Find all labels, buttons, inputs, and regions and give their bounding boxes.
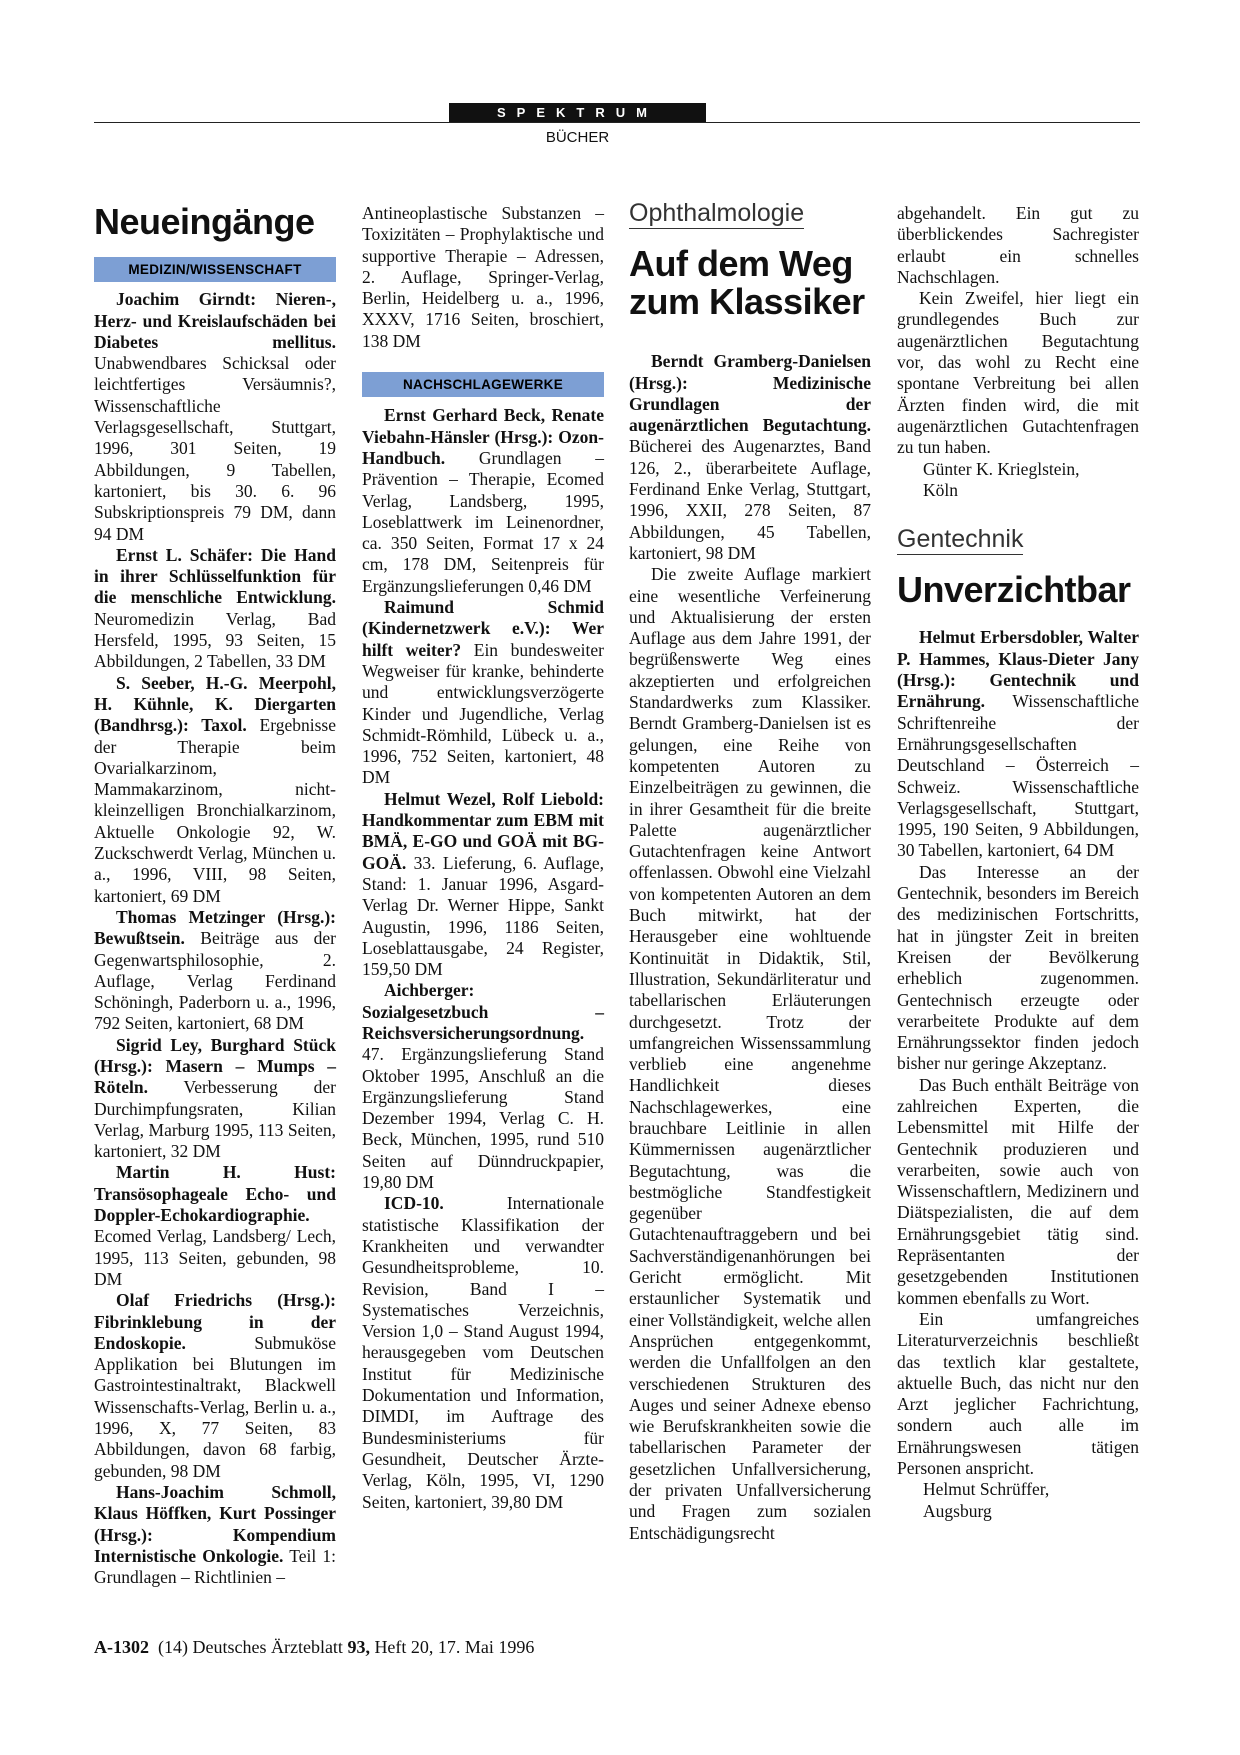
reviewer-city: Köln: [923, 479, 958, 500]
page-code: A-1302: [94, 1637, 149, 1657]
book-details: Unabwendbares Schicksal oder leichtfertiges Versäumnis?, Wissenschaftliche Verlagsgesellschaft, Stuttgart, 1996, 301 Seiten, 19 Abbildungen, 9 Tabellen, kartoniert, bis 30. 6. 96 Subskriptionspreis 79 DM, dann 94 DM: [94, 353, 336, 544]
book-entry: [362, 789, 604, 981]
section-banner: SPEKTRUM: [449, 103, 706, 122]
review-paragraph: Das Interesse an der Gentechnik, besonders im Bereich des medizinischen Fortschritts, hat in jüngster Zeit in breiten Kreisen der Bevölkerung erheblich zugenommen. Gentechnisch erzeugte oder verarbeitete Produkte auf dem Ernährungssektor finden jedoch bisher nur geringe Akzeptanz.: [897, 861, 1139, 1074]
reviewer-city: Augsburg: [923, 1500, 992, 1521]
book-author-title: Helmut Erbersdobler, Walter P. Hammes, Klaus-Dieter Jany (Hrsg.): Gentechnik und Ernährung.: [897, 627, 1139, 712]
book-details: Teil 1: Grundlagen – Richtlinien –: [94, 1545, 336, 1588]
category-bar-nachschlagewerke: NACHSCHLAGEWERKE: [362, 372, 604, 397]
book-author-title: Joachim Girndt: Nieren-, Herz- und Kreislaufschäden bei Diabetes mellitus.: [94, 289, 336, 352]
book-details: Ecomed Verlag, Landsberg/ Lech, 1995, 113 Seiten, gebunden, 98 DM: [94, 1226, 336, 1289]
book-author-title: Martin H. Hust: Transösophageale Echo- und Doppler-Echokardiographie.: [94, 1162, 336, 1226]
book-entry: [94, 673, 336, 907]
book-details: Ergebnisse der Therapie beim Ovarialkarzinom, Mammakarzinom, nicht-kleinzelligen Bronchialkarzinom, Aktuelle Onkologie 92, W. Zuckschwerdt Verlag, München u. a., 1996, VIII, 98 Seiten, kartoniert, 69 DM: [94, 715, 337, 906]
review-paragraph: Ein umfangreiches Literaturverzeichnis beschließt das textlich klar gestaltete, aktuelle Buch, das nicht nur den Arzt jeglicher Fachrichtung, sondern auch alle im Ernährungswesen tätigen Personen anspricht.: [897, 1308, 1139, 1479]
book-details: 47. Ergänzungslieferung Stand Oktober 1995, Anschluß an die Ergänzungslieferung Stand Dezember 1994, Verlag C. H. Beck, München, 1995, rund 510 Seiten auf Dünndruckpapier, 19,80 DM: [362, 1044, 604, 1193]
book-reference: [629, 351, 871, 564]
continuation-text: Antineoplastische Substanzen – Toxizitäten – Prophylaktische und supportive Therapie – Adressen, 2. Auflage, Springer-Verlag, Berlin, Heidelberg u. a., 1996, XXXV, 1716 Seiten, broschiert, 138 DM: [362, 203, 604, 351]
section-label: Ophthalmologie: [629, 203, 804, 229]
book-entry: [362, 405, 604, 597]
book-entry: [362, 597, 604, 789]
book-author-title: Hans-Joachim Schmoll, Klaus Höffken, Kurt Possinger (Hrsg.): Kompendium Internistische Onkologie.: [94, 1481, 336, 1566]
book-details: Ein bundesweiter Wegweiser für kranke, behinderte und entwicklungsverzögerte Kinder und Jugendliche, Verlag Schmidt-Römhild, Lübeck u. a., 1996, 752 Seiten, kartoniert, 48 DM: [362, 639, 604, 788]
book-details: Verbesserung der Durchimpfungsraten, Kilian Verlag, Marburg 1995, 113 Seiten, kartoniert, 32 DM: [94, 1077, 336, 1162]
category-bar-medizin: MEDIZIN/WISSENSCHAFT: [94, 257, 336, 282]
book-details: Submuköse Applikation bei Blutungen im Gastrointestinaltrakt, Blackwell Wissenschafts-Verlag, Berlin u. a., 1996, X, 77 Seiten, 83 Abbildungen, davon 68 farbig, gebunden, 98 DM: [94, 1332, 336, 1481]
column-gentechnik-review: [897, 203, 1139, 1522]
book-author-title: Sigrid Ley, Burghard Stück (Hrsg.): Masern – Mumps – Röteln.: [94, 1034, 336, 1098]
reviewer-name: Helmut Schrüffer,: [923, 1479, 1050, 1500]
review-body: Die zweite Auflage markiert eine wesentliche Verfeinerung und Aktualisierung der ersten Auflage aus dem Jahre 1991, der begrüßenswerte Weg eines akzeptierten und erfolgreichen Standardwerks zum Klassiker. Berndt Gramberg-Danielsen ist es gelungen, eine Reihe von kompetenten Autoren zu Einzelbeiträgen zu gewinnen, die in ihrer Gesamtheit für die breite Palette augenärztlicher Gutachtenfragen keine Antwort offenlassen. Obwohl eine Vielzahl von kompetenten Autoren an dem Buch mitwirkt, hat der Herausgeber eine wohltuende Kontinuität in Didaktik, Stil, Illustration, Sekundärliteratur und tabellarischen Erläuterungen durchgesetzt. Trotz der umfangreichen Wissenssammlung verblieb eine angenehme Handlichkeit dieses Nachschlagewerkes, eine brauchbare Leitlinie in allen Kümmernissen augenärztlicher Begutachtung, was die bestmögliche Standfestigkeit gegenüber Gutachtenauftraggebern und bei Sachverständigenanhörungen bei Gericht ermöglicht. Mit erstaunlicher Systematik und einer Vollständigkeit, welche allen Ansprüchen entgegenkommt, werden die Unfallfolgen an den verschiedenen Strukturen des Auges und seiner Adnexe ebenso wie Berufskrankheiten sowie die tabellarischen Parameter der gesetzlichen Unfallversicherung, der privaten Unfallversicherung und Fragen zum sozialen Entschädigungsrecht: [629, 564, 871, 1543]
continuation-text: abgehandelt. Ein gut zu überblickendes Sachregister erlaubt ein schnelles Nachschlagen.: [897, 203, 1139, 287]
page-footer: [94, 1637, 534, 1658]
subsection-label: BÜCHER: [545, 129, 610, 146]
book-entry: [94, 1162, 336, 1290]
book-entry: [94, 907, 336, 1035]
book-author-title: Olaf Friedrichs (Hrsg.): Fibrinklebung in der Endoskopie.: [94, 1290, 336, 1353]
book-entry: [362, 980, 604, 1193]
book-details: Grundlagen – Prävention – Therapie, Ecomed Verlag, Landsberg, 1995, Loseblattwerk im Leinenordner, ca. 350 Seiten, Format 17 x 24 cm, 178 DM, Seitenpreis für Ergänzungslieferungen 0,46 DM: [362, 447, 604, 596]
book-author-title: Thomas Metzinger (Hrsg.): Bewußtsein.: [94, 906, 336, 949]
book-entry: [94, 1035, 336, 1163]
footer-volume: 93,: [347, 1637, 370, 1657]
book-details: Bücherei des Augenarztes, Band 126, 2., überarbeitete Auflage, Ferdinand Enke Verlag, Stuttgart, 1996, XXII, 278 Seiten, 87 Abbildungen, 45 Tabellen, kartoniert, 98 DM: [629, 436, 871, 563]
book-details: Wissenschaftliche Schriftenreihe der Ernährungsgesellschaften Deutschland – Österreich – Schweiz. Wissenschaftliche Verlagsgesellschaft, Stuttgart, 1995, 190 Seiten, 9 Abbildungen, 30 Tabellen, kartoniert, 64 DM: [897, 691, 1139, 861]
column-nachschlagewerke: [362, 203, 604, 1513]
book-author-title: Ernst L. Schäfer: Die Hand in ihrer Schlüsselfunktion für die menschliche Entwicklung.: [94, 544, 336, 608]
book-author-title: Berndt Gramberg-Danielsen (Hrsg.): Medizinische Grundlagen der augenärztlichen Begutachtung.: [629, 351, 871, 436]
book-reference: [897, 627, 1139, 861]
reviewer-name: Günter K. Krieglstein,: [923, 458, 1080, 479]
book-details: Beiträge aus der Gegenwartsphilosophie, 2. Auflage, Verlag Ferdinand Schöningh, Paderborn u. a., 1996, 792 Seiten, kartoniert, 68 DM: [94, 928, 336, 1034]
column-ophthalmologie-review: [629, 199, 871, 1544]
book-details: Internationale statistische Klassifikation der Krankheiten und verwandter Gesundheitsprobleme, 10. Revision, Band I – Systematisches Verzeichnis, Version 1,0 – Stand August 1994, herausgegeben vom Deutschen Institut für Medizinische Dokumentation und Information, DIMDI, im Auftrage des Bundesministeriums für Gesundheit, Deutscher Ärzte-Verlag, Köln, 1995, VI, 1290 Seiten, kartoniert, 39,80 DM: [362, 1193, 604, 1512]
section-label: Gentechnik: [897, 529, 1023, 555]
column-neueingaenge: [94, 203, 336, 1588]
column-title: Neueingänge: [94, 201, 315, 242]
book-author-title: Aichberger: Sozialgesetzbuch – Reichsversicherungsordnung.: [362, 980, 604, 1043]
header-rule: [94, 122, 1140, 123]
review-paragraph: Kein Zweifel, hier liegt ein grundlegendes Buch zur augenärztlichen Begutachtung vor, das wohl zu Recht eine spontane Verbreitung bei allen Ärzten finden wird, die mit augenärztlichen Gutachtenfragen zu tun haben.: [897, 288, 1139, 458]
review-title: Auf dem Weg zum Klassiker: [629, 243, 865, 323]
book-author-title: Raimund Schmid (Kindernetzwerk e.V.): Wer hilft weiter?: [362, 597, 604, 660]
footer-publication: (14) Deutsches Ärzteblatt: [149, 1637, 348, 1657]
book-entry: [94, 289, 336, 545]
review-title: Unverzichtbar: [897, 569, 1131, 611]
book-entry: [362, 1193, 604, 1512]
footer-issue: Heft 20, 17. Mai 1996: [369, 1637, 535, 1657]
entry-list: [362, 405, 604, 1512]
book-author-title: Helmut Wezel, Rolf Liebold: Handkommentar zum EBM mit BMÄ, E-GO und GOÄ mit BG-GOÄ.: [362, 788, 604, 873]
book-details: Neuromedizin Verlag, Bad Hersfeld, 1995, 93 Seiten, 15 Abbildungen, 2 Tabellen, 33 DM: [94, 608, 336, 672]
book-entry: [94, 1482, 336, 1588]
review-paragraph: Das Buch enthält Beiträge von zahlreichen Experten, die Lebensmittel mit Hilfe der Gentechnik produzieren und verarbeiten, sowie auch von Wissenschaftlern, Medizinern und Diätspezialisten, die auf dem Ernährungsgebiet tätig sind. Repräsentanten der gesetzgebenden Institutionen kommen ebenfalls zu Wort.: [897, 1074, 1139, 1308]
book-author-title: S. Seeber, H.-G. Meerpohl, H. Kühnle, K. Diergarten (Bandhrsg.): Taxol.: [94, 672, 336, 736]
book-entry: [94, 1290, 336, 1482]
book-entry: [94, 545, 336, 673]
book-details: 33. Lieferung, 6. Auflage, Stand: 1. Januar 1996, Asgard-Verlag Dr. Werner Hippe, Sankt Augustin, 1996, 1186 Seiten, Loseblattausgabe, 24 Register, 159,50 DM: [362, 852, 604, 980]
book-author-title: Ernst Gerhard Beck, Renate Viebahn-Hänsler (Hrsg.): Ozon-Handbuch.: [362, 405, 604, 468]
book-author-title: ICD-10.: [384, 1193, 444, 1214]
entry-list: [94, 289, 336, 1588]
